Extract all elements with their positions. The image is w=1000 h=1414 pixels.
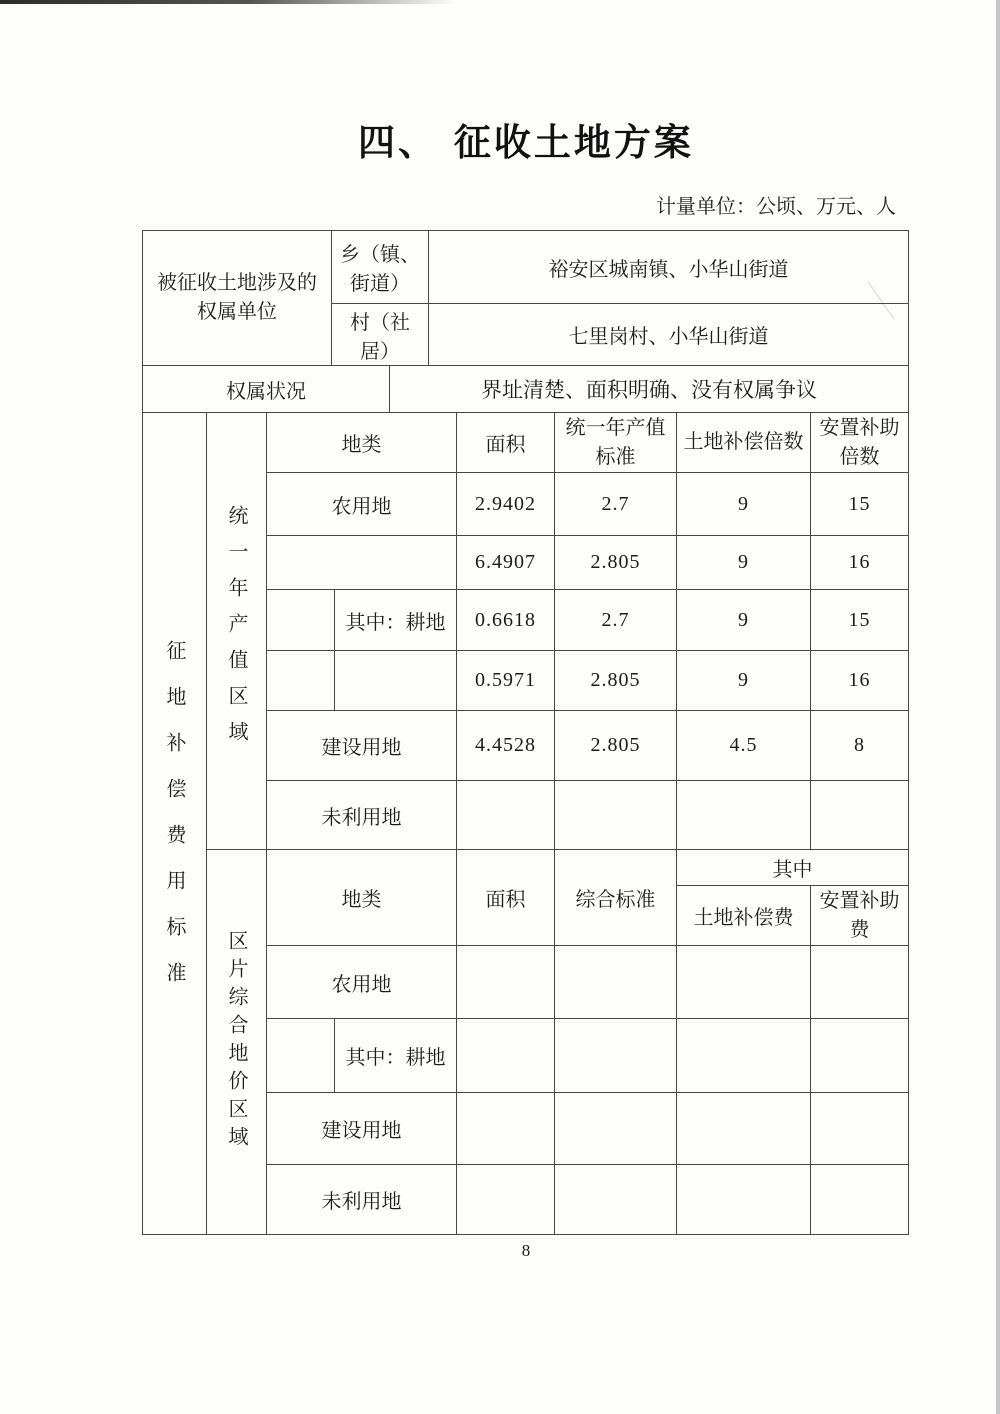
annual-r3-indent-cell [267, 590, 335, 651]
annual-col-land-comp-multiple: 土地补偿倍数 [677, 413, 811, 473]
annual-r6-land-comp [677, 781, 811, 850]
zone-r4-resettle [811, 1165, 909, 1235]
annual-r1-resettle: 15 [811, 473, 909, 536]
annual-r2-land-comp: 9 [677, 536, 811, 590]
zone-r1-land-comp [677, 946, 811, 1019]
township-label: 乡（镇、街道） [332, 231, 429, 304]
township-value: 裕安区城南镇、小华山街道 [429, 231, 909, 304]
annual-r1-standard: 2.7 [555, 473, 677, 536]
ownership-unit-label: 被征收土地涉及的权属单位 [143, 231, 332, 366]
annual-r5-standard: 2.805 [555, 711, 677, 781]
page-title: 四、 征收土地方案 [358, 121, 694, 164]
annual-col-resettle-multiple: 安置补助倍数 [811, 413, 909, 473]
annual-r6-resettle [811, 781, 909, 850]
zone-r3-label: 建设用地 [267, 1093, 457, 1165]
zone-r4-area [457, 1165, 555, 1235]
zone-r2-land-comp [677, 1019, 811, 1093]
annual-r2-resettle: 16 [811, 536, 909, 590]
annual-r5-label: 建设用地 [267, 711, 457, 781]
zone-r4-standard [555, 1165, 677, 1235]
annual-r3-resettle: 15 [811, 590, 909, 651]
zone-r2-label: 其中：耕地 [335, 1019, 457, 1093]
zone-r1-resettle [811, 946, 909, 1019]
annual-output-side-label: 统一年产值区域 [207, 413, 267, 850]
annual-r1-land-comp: 9 [677, 473, 811, 536]
annual-r4-resettle: 16 [811, 651, 909, 711]
zone-r1-label: 农用地 [267, 946, 457, 1019]
annual-r4-land-comp: 9 [677, 651, 811, 711]
annual-r6-area [457, 781, 555, 850]
page-number: 8 [521, 1241, 531, 1260]
annual-col-value-standard: 统一年产值标准 [555, 413, 677, 473]
zone-price-side-label: 区片综合地价区域 [207, 850, 267, 1235]
annual-r1-label: 农用地 [267, 473, 457, 536]
zone-r3-area [457, 1093, 555, 1165]
zone-r3-standard [555, 1093, 677, 1165]
fee-standard-side-label: 征地补偿费用标准 [143, 413, 207, 1235]
annual-r3-label: 其中：耕地 [335, 590, 457, 651]
zone-r1-area [457, 946, 555, 1019]
scan-edge-right [996, 0, 1000, 1414]
status-label: 权属状况 [143, 366, 390, 413]
zone-col-resettle-fee: 安置补助费 [811, 886, 909, 946]
status-table [142, 365, 909, 413]
annual-col-land-type: 地类 [267, 413, 457, 473]
standards-table [142, 412, 909, 1235]
annual-r2-standard: 2.805 [555, 536, 677, 590]
zone-r2-indent-cell [267, 1019, 335, 1093]
annual-r1-area: 2.9402 [457, 473, 555, 536]
zone-r4-label: 未利用地 [267, 1165, 457, 1235]
annual-r6-standard [555, 781, 677, 850]
village-value: 七里岗村、小华山街道 [429, 304, 909, 366]
annual-r2-label [267, 536, 457, 590]
zone-r2-area [457, 1019, 555, 1093]
annual-r5-area: 4.4528 [457, 711, 555, 781]
annual-r4-label [335, 651, 457, 711]
annual-r2-area: 6.4907 [457, 536, 555, 590]
zone-r1-standard [555, 946, 677, 1019]
annual-r3-land-comp: 9 [677, 590, 811, 651]
annual-r3-area: 0.6618 [457, 590, 555, 651]
zone-col-land-type: 地类 [267, 850, 457, 946]
ownership-table [142, 230, 909, 366]
document-page [142, 0, 910, 1261]
zone-col-area: 面积 [457, 850, 555, 946]
unit-note: 计量单位：公顷、万元、人 [656, 196, 896, 218]
village-label: 村（社居） [332, 304, 429, 366]
zone-r4-land-comp [677, 1165, 811, 1235]
annual-r5-resettle: 8 [811, 711, 909, 781]
zone-col-among: 其中 [677, 850, 909, 886]
annual-r3-standard: 2.7 [555, 590, 677, 651]
annual-r4-standard: 2.805 [555, 651, 677, 711]
annual-col-area: 面积 [457, 413, 555, 473]
annual-r5-land-comp: 4.5 [677, 711, 811, 781]
zone-col-land-comp-fee: 土地补偿费 [677, 886, 811, 946]
zone-r2-standard [555, 1019, 677, 1093]
annual-r4-indent-cell [267, 651, 335, 711]
zone-r3-land-comp [677, 1093, 811, 1165]
zone-r3-resettle [811, 1093, 909, 1165]
annual-r4-area: 0.5971 [457, 651, 555, 711]
status-value: 界址清楚、面积明确、没有权属争议 [390, 366, 909, 413]
annual-r6-label: 未利用地 [267, 781, 457, 850]
zone-r2-resettle [811, 1019, 909, 1093]
zone-col-composite-standard: 综合标准 [555, 850, 677, 946]
